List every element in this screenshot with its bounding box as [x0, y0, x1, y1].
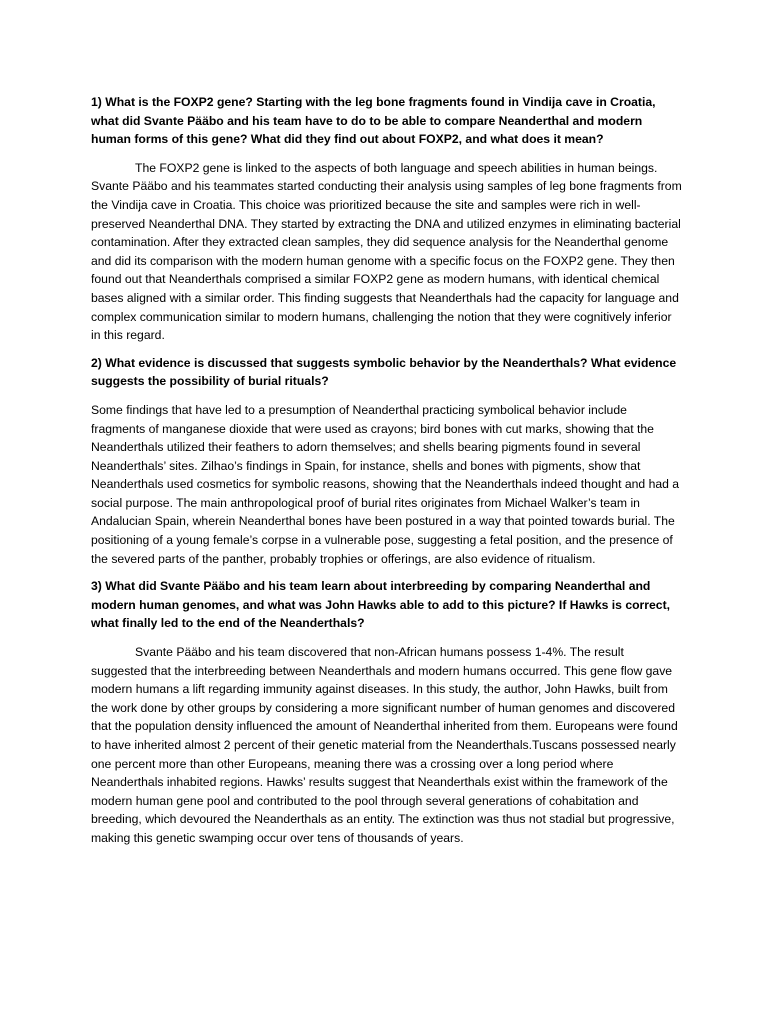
document-page: [91, 93, 683, 848]
question-3: 3) What did Svante Pääbo and his team learn about interbreeding by comparing Neanderthal and modern human genomes, and what was John Hawks able to add to this picture? If Hawks is correct, what finally led to the end of the Neanderthals?: [91, 579, 671, 631]
question-2: 2) What evidence is discussed that suggests symbolic behavior by the Neanderthals? What evidence suggests the possibility of burial rituals?: [91, 355, 677, 389]
answer-3: Svante Pääbo and his team discovered that non-African humans possess 1-4%. The result suggested that the interbreeding between Neanderthals and modern humans occurred. This gene flow gave modern humans a lift regarding immunity against diseases. In this study, the author, John Hawks, built from the work done by other groups by considering a more significant number of human genomes and discovered that the population density influenced the amount of Neanderthal inherited from them. Europeans were found to have inherited almost 2 percent of their genetic material from the Neanderthals.Tuscans possessed nearly one percent more than other Europeans, meaning there was a crossing over a long period where Neanderthals inhabited regions. Hawks’ results suggest that Neanderthals exist within the framework of the modern human gene pool and contributed to the pool through several generations of cohabitation and breeding, which devoured the Neanderthals as an entity. The extinction was thus not stadial but progressive, making this genetic swamping occur over tens of thousands of years.: [91, 645, 678, 845]
answer-1: The FOXP2 gene is linked to the aspects of both language and speech abilities in human beings. Svante Pääbo and his teammates started conducting their analysis using samples of leg bone fragments from the Vindija cave in Croatia. This choice was prioritized because the site and samples were rich in well-preserved Neanderthal DNA. They started by extracting the DNA and utilized enzymes in eliminating bacterial contamination. After they extracted clean samples, they did sequence analysis for the Neanderthal genome and did its comparison with the modern human genome with a specific focus on the FOXP2 gene. They then found out that Neanderthals comprised a similar FOXP2 gene as modern humans, with identical chemical bases aligned with a similar order. This finding suggests that Neanderthals had the capacity for language and complex communication similar to modern humans, challenging the notion that they were cognitively inferior in this regard.: [91, 160, 682, 343]
question-1: 1) What is the FOXP2 gene? Starting with the leg bone fragments found in Vindija cave in Croatia, what did Svante Pääbo and his team have to do to be able to compare Neanderthal and modern human forms of this gene? What did they find out about FOXP2, and what does it mean?: [91, 95, 656, 147]
answer-2: Some findings that have led to a presumption of Neanderthal practicing symbolical behavior include fragments of manganese dioxide that were used as crayons; bird bones with cut marks, showing that the Neanderthals utilized their feathers to adorn themselves; and shells bearing pigments found in several Neanderthals’ sites. Zilhao’s findings in Spain, for instance, shells and bones with pigments, show that Neanderthals used cosmetics for symbolic reasons, showing that the Neanderthals indeed thought and had a social purpose. The main anthropological proof of burial rites originates from Michael Walker’s team in Andalucian Spain, wherein Neanderthal bones have been postured in a way that pointed towards burial. The positioning of a young female’s corpse in a vulnerable pose, suggesting a fetal position, and the presence of the severed parts of the panther, probably trophies or offerings, are also evidence of ritualism.: [91, 402, 680, 566]
